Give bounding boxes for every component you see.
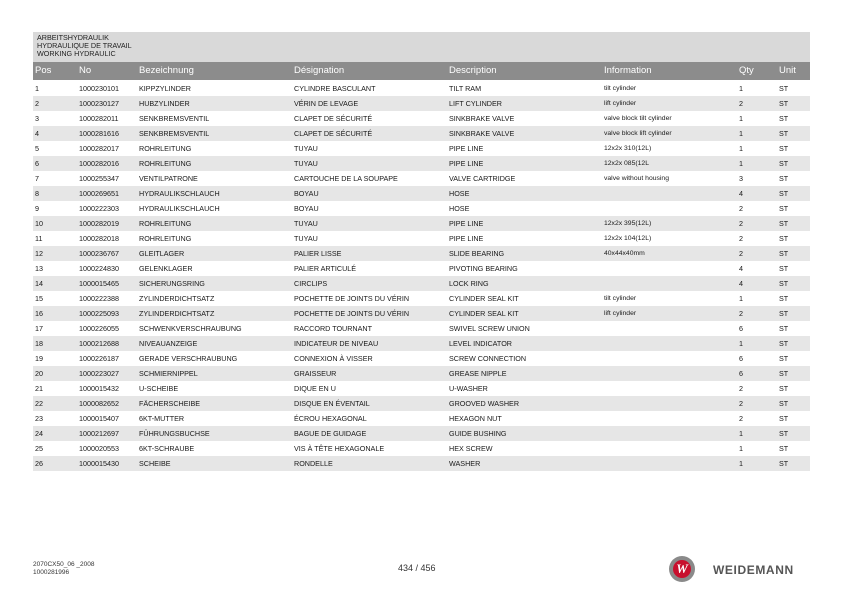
cell-part-number: 1000222388 xyxy=(79,294,119,303)
cell-description: TILT RAM xyxy=(449,84,482,93)
cell-bezeichnung: SCHWENKVERSCHRAUBUNG xyxy=(139,324,242,333)
cell-pos: 20 xyxy=(35,369,43,378)
weidemann-logo-icon: W xyxy=(669,556,695,582)
cell-bezeichnung: ROHRLEITUNG xyxy=(139,144,192,153)
cell-description: WASHER xyxy=(449,459,481,468)
section-title-fr: HYDRAULIQUE DE TRAVAIL xyxy=(37,41,132,50)
cell-designation: INDICATEUR DE NIVEAU xyxy=(294,339,379,348)
cell-description: PIPE LINE xyxy=(449,234,484,243)
cell-description: CYLINDER SEAL KIT xyxy=(449,309,519,318)
cell-qty: 1 xyxy=(739,84,743,93)
cell-designation: CARTOUCHE DE LA SOUPAPE xyxy=(294,174,398,183)
cell-qty: 2 xyxy=(739,414,743,423)
cell-unit: ST xyxy=(779,204,789,213)
cell-unit: ST xyxy=(779,399,789,408)
cell-qty: 3 xyxy=(739,174,743,183)
cell-unit: ST xyxy=(779,219,789,228)
cell-description: LOCK RING xyxy=(449,279,489,288)
cell-unit: ST xyxy=(779,234,789,243)
cell-part-number: 1000020553 xyxy=(79,444,119,453)
cell-pos: 4 xyxy=(35,129,39,138)
cell-information: lift cylinder xyxy=(604,310,637,317)
cell-part-number: 1000269651 xyxy=(79,189,119,198)
table-row xyxy=(33,126,810,141)
cell-pos: 25 xyxy=(35,444,43,453)
cell-part-number: 1000236767 xyxy=(79,249,119,258)
cell-part-number: 1000224830 xyxy=(79,264,119,273)
cell-part-number: 1000212688 xyxy=(79,339,119,348)
cell-bezeichnung: HYDRAULIKSCHLAUCH xyxy=(139,189,220,198)
cell-description: SCREW CONNECTION xyxy=(449,354,527,363)
cell-bezeichnung: SICHERUNGSRING xyxy=(139,279,205,288)
cell-bezeichnung: SENKBREMSVENTIL xyxy=(139,114,210,123)
cell-description: SWIVEL SCREW UNION xyxy=(449,324,530,333)
cell-unit: ST xyxy=(779,354,789,363)
cell-description: HOSE xyxy=(449,204,470,213)
cell-bezeichnung: 6KT-MUTTER xyxy=(139,414,185,423)
cell-qty: 1 xyxy=(739,129,743,138)
cell-bezeichnung: NIVEAUANZEIGE xyxy=(139,339,198,348)
cell-description: LIFT CYLINDER xyxy=(449,99,502,108)
cell-information: 12x2x 085(12L xyxy=(604,160,649,167)
cell-pos: 14 xyxy=(35,279,43,288)
cell-qty: 2 xyxy=(739,249,743,258)
cell-designation: TUYAU xyxy=(294,219,318,228)
cell-pos: 7 xyxy=(35,174,39,183)
cell-designation: RACCORD TOURNANT xyxy=(294,324,373,333)
cell-description: GROOVED WASHER xyxy=(449,399,520,408)
cell-pos: 10 xyxy=(35,219,43,228)
cell-designation: VIS À TÊTE HEXAGONALE xyxy=(294,444,385,453)
cell-bezeichnung: GERADE VERSCHRAUBUNG xyxy=(139,354,238,363)
cell-pos: 16 xyxy=(35,309,43,318)
cell-pos: 26 xyxy=(35,459,43,468)
document-number: 1000281996 xyxy=(33,568,70,576)
cell-information: 12x2x 395(12L) xyxy=(604,220,652,227)
cell-bezeichnung: GLEITLAGER xyxy=(139,249,185,258)
cell-unit: ST xyxy=(779,279,789,288)
cell-pos: 15 xyxy=(35,294,43,303)
section-title-band xyxy=(33,32,810,62)
col-header-information: Information xyxy=(604,65,652,76)
cell-qty: 6 xyxy=(739,354,743,363)
cell-pos: 17 xyxy=(35,324,43,333)
cell-part-number: 1000226187 xyxy=(79,354,119,363)
table-row xyxy=(33,171,810,186)
cell-qty: 1 xyxy=(739,444,743,453)
table-header xyxy=(33,62,810,80)
cell-description: VALVE CARTRIDGE xyxy=(449,174,516,183)
cell-designation: CONNEXION À VISSER xyxy=(294,354,373,363)
cell-designation: BOYAU xyxy=(294,204,319,213)
cell-pos: 21 xyxy=(35,384,43,393)
cell-qty: 2 xyxy=(739,99,743,108)
cell-pos: 12 xyxy=(35,249,43,258)
cell-unit: ST xyxy=(779,84,789,93)
cell-part-number: 1000282017 xyxy=(79,144,119,153)
table-row xyxy=(33,156,810,171)
cell-bezeichnung: ROHRLEITUNG xyxy=(139,159,192,168)
cell-bezeichnung: FÜHRUNGSBUCHSE xyxy=(139,429,210,438)
cell-pos: 24 xyxy=(35,429,43,438)
cell-bezeichnung: FÄCHERSCHEIBE xyxy=(139,399,201,408)
cell-qty: 1 xyxy=(739,429,743,438)
col-header-description: Description xyxy=(449,65,497,76)
cell-part-number: 1000281616 xyxy=(79,129,119,138)
cell-pos: 6 xyxy=(35,159,39,168)
cell-information: tilt cylinder xyxy=(604,295,637,302)
cell-information: 12x2x 104(12L) xyxy=(604,235,652,242)
cell-designation: PALIER ARTICULÉ xyxy=(294,264,357,273)
table-row xyxy=(33,426,810,441)
cell-qty: 1 xyxy=(739,159,743,168)
cell-designation: TUYAU xyxy=(294,234,318,243)
cell-unit: ST xyxy=(779,429,789,438)
cell-bezeichnung: SENKBREMSVENTIL xyxy=(139,129,210,138)
cell-unit: ST xyxy=(779,174,789,183)
cell-designation: RONDELLE xyxy=(294,459,333,468)
cell-description: LEVEL INDICATOR xyxy=(449,339,512,348)
cell-qty: 6 xyxy=(739,324,743,333)
cell-qty: 4 xyxy=(739,279,743,288)
cell-pos: 22 xyxy=(35,399,43,408)
cell-qty: 2 xyxy=(739,204,743,213)
cell-part-number: 1000282018 xyxy=(79,234,119,243)
cell-unit: ST xyxy=(779,309,789,318)
table-row xyxy=(33,291,810,306)
cell-unit: ST xyxy=(779,324,789,333)
cell-pos: 3 xyxy=(35,114,39,123)
cell-part-number: 1000226055 xyxy=(79,324,119,333)
cell-designation: DIQUE EN U xyxy=(294,384,336,393)
col-header-pos: Pos xyxy=(35,65,52,76)
table-row xyxy=(33,111,810,126)
cell-pos: 11 xyxy=(35,234,43,243)
cell-information: valve block tilt cylinder xyxy=(604,115,672,122)
cell-bezeichnung: KIPPZYLINDER xyxy=(139,84,191,93)
cell-unit: ST xyxy=(779,459,789,468)
section-title-en: WORKING HYDRAULIC xyxy=(37,49,116,58)
cell-unit: ST xyxy=(779,264,789,273)
cell-bezeichnung: VENTILPATRONE xyxy=(139,174,198,183)
cell-bezeichnung: ZYLINDERDICHTSATZ xyxy=(139,294,215,303)
cell-information: valve without housing xyxy=(604,175,669,182)
cell-qty: 1 xyxy=(739,144,743,153)
cell-designation: BOYAU xyxy=(294,189,319,198)
cell-designation: CLAPET DE SÉCURITÉ xyxy=(294,114,373,123)
table-row xyxy=(33,456,810,471)
table-row xyxy=(33,321,810,336)
cell-pos: 23 xyxy=(35,414,43,423)
table-row xyxy=(33,246,810,261)
cell-bezeichnung: HUBZYLINDER xyxy=(139,99,190,108)
cell-pos: 19 xyxy=(35,354,43,363)
cell-qty: 2 xyxy=(739,399,743,408)
col-header-unit: Unit xyxy=(779,65,796,76)
cell-unit: ST xyxy=(779,444,789,453)
cell-qty: 1 xyxy=(739,114,743,123)
section-title-de: ARBEITSHYDRAULIK xyxy=(37,33,109,42)
table-row xyxy=(33,96,810,111)
cell-part-number: 1000223027 xyxy=(79,369,119,378)
table-row xyxy=(33,81,810,96)
col-header-qty: Qty xyxy=(739,65,754,76)
cell-description: CYLINDER SEAL KIT xyxy=(449,294,519,303)
cell-qty: 4 xyxy=(739,264,743,273)
cell-part-number: 1000015465 xyxy=(79,279,119,288)
cell-part-number: 1000222303 xyxy=(79,204,119,213)
cell-qty: 1 xyxy=(739,294,743,303)
cell-unit: ST xyxy=(779,369,789,378)
table-row xyxy=(33,381,810,396)
cell-unit: ST xyxy=(779,114,789,123)
cell-unit: ST xyxy=(779,294,789,303)
cell-part-number: 1000282016 xyxy=(79,159,119,168)
cell-bezeichnung: SCHMIERNIPPEL xyxy=(139,369,198,378)
cell-qty: 1 xyxy=(739,339,743,348)
table-row xyxy=(33,276,810,291)
cell-information: tilt cylinder xyxy=(604,85,637,92)
cell-part-number: 1000230127 xyxy=(79,99,119,108)
cell-designation: GRAISSEUR xyxy=(294,369,337,378)
cell-bezeichnung: GELENKLAGER xyxy=(139,264,193,273)
cell-description: HOSE xyxy=(449,189,470,198)
cell-designation: CIRCLIPS xyxy=(294,279,328,288)
cell-pos: 18 xyxy=(35,339,43,348)
cell-bezeichnung: ROHRLEITUNG xyxy=(139,219,192,228)
cell-part-number: 1000015407 xyxy=(79,414,119,423)
cell-unit: ST xyxy=(779,159,789,168)
cell-designation: DISQUE EN ÉVENTAIL xyxy=(294,399,370,408)
cell-part-number: 1000282019 xyxy=(79,219,119,228)
cell-designation: TUYAU xyxy=(294,159,318,168)
cell-description: SINKBRAKE VALVE xyxy=(449,129,515,138)
cell-unit: ST xyxy=(779,249,789,258)
cell-qty: 1 xyxy=(739,459,743,468)
table-row xyxy=(33,306,810,321)
cell-part-number: 1000082652 xyxy=(79,399,119,408)
table-row xyxy=(33,411,810,426)
cell-designation: POCHETTE DE JOINTS DU VÉRIN xyxy=(294,294,410,303)
cell-designation: VÉRIN DE LEVAGE xyxy=(294,99,359,108)
cell-description: PIPE LINE xyxy=(449,159,484,168)
cell-part-number: 1000255347 xyxy=(79,174,119,183)
col-header-bezeichnung: Bezeichnung xyxy=(139,65,194,76)
cell-unit: ST xyxy=(779,99,789,108)
cell-unit: ST xyxy=(779,189,789,198)
cell-pos: 8 xyxy=(35,189,39,198)
cell-part-number: 1000015430 xyxy=(79,459,119,468)
cell-designation: POCHETTE DE JOINTS DU VÉRIN xyxy=(294,309,410,318)
cell-bezeichnung: 6KT-SCHRAUBE xyxy=(139,444,195,453)
table-row xyxy=(33,336,810,351)
cell-pos: 5 xyxy=(35,144,39,153)
page-number: 434 / 456 xyxy=(398,563,436,573)
cell-qty: 2 xyxy=(739,219,743,228)
document-reference xyxy=(33,561,94,576)
table-row xyxy=(33,351,810,366)
cell-description: PIPE LINE xyxy=(449,144,484,153)
table-row xyxy=(33,366,810,381)
cell-description: PIPE LINE xyxy=(449,219,484,228)
cell-designation: TUYAU xyxy=(294,144,318,153)
cell-qty: 2 xyxy=(739,234,743,243)
cell-pos: 13 xyxy=(35,264,43,273)
cell-designation: CYLINDRE BASCULANT xyxy=(294,84,376,93)
table-row xyxy=(33,186,810,201)
cell-designation: ÉCROU HEXAGONAL xyxy=(294,414,367,423)
cell-unit: ST xyxy=(779,414,789,423)
cell-bezeichnung: SCHEIBE xyxy=(139,459,171,468)
cell-information: lift cylinder xyxy=(604,100,637,107)
cell-description: U-WASHER xyxy=(449,384,488,393)
brand-name: WEIDEMANN xyxy=(713,563,794,577)
cell-part-number: 1000282011 xyxy=(79,114,119,123)
cell-designation: PALIER LISSE xyxy=(294,249,342,258)
cell-pos: 2 xyxy=(35,99,39,108)
cell-information: valve block lift cylinder xyxy=(604,130,672,137)
cell-part-number: 1000015432 xyxy=(79,384,119,393)
cell-information: 12x2x 310(12L) xyxy=(604,145,652,152)
cell-description: HEX SCREW xyxy=(449,444,493,453)
table-row xyxy=(33,216,810,231)
cell-information: 40x44x40mm xyxy=(604,250,645,257)
cell-pos: 1 xyxy=(35,84,39,93)
cell-designation: BAGUE DE GUIDAGE xyxy=(294,429,367,438)
cell-qty: 2 xyxy=(739,384,743,393)
table-row xyxy=(33,141,810,156)
cell-description: SINKBRAKE VALVE xyxy=(449,114,515,123)
cell-part-number: 1000212697 xyxy=(79,429,119,438)
table-row xyxy=(33,231,810,246)
cell-description: PIVOTING BEARING xyxy=(449,264,518,273)
cell-qty: 4 xyxy=(739,189,743,198)
weidemann-logo xyxy=(669,555,814,585)
table-row xyxy=(33,441,810,456)
document-code: 2070CX50_06 _2008 xyxy=(33,561,95,568)
cell-description: GREASE NIPPLE xyxy=(449,369,507,378)
table-row xyxy=(33,201,810,216)
cell-description: SLIDE BEARING xyxy=(449,249,505,258)
cell-unit: ST xyxy=(779,384,789,393)
table-row xyxy=(33,396,810,411)
cell-qty: 2 xyxy=(739,309,743,318)
cell-bezeichnung: U-SCHEIBE xyxy=(139,384,179,393)
cell-designation: CLAPET DE SÉCURITÉ xyxy=(294,129,373,138)
table-row xyxy=(33,261,810,276)
cell-bezeichnung: ROHRLEITUNG xyxy=(139,234,192,243)
col-header-designation: Désignation xyxy=(294,65,345,76)
cell-unit: ST xyxy=(779,339,789,348)
cell-part-number: 1000225093 xyxy=(79,309,119,318)
cell-unit: ST xyxy=(779,129,789,138)
cell-qty: 6 xyxy=(739,369,743,378)
cell-description: GUIDE BUSHING xyxy=(449,429,507,438)
cell-bezeichnung: HYDRAULIKSCHLAUCH xyxy=(139,204,220,213)
cell-bezeichnung: ZYLINDERDICHTSATZ xyxy=(139,309,215,318)
cell-part-number: 1000230101 xyxy=(79,84,119,93)
cell-description: HEXAGON NUT xyxy=(449,414,502,423)
cell-unit: ST xyxy=(779,144,789,153)
cell-pos: 9 xyxy=(35,204,39,213)
col-header-no: No xyxy=(79,65,92,76)
